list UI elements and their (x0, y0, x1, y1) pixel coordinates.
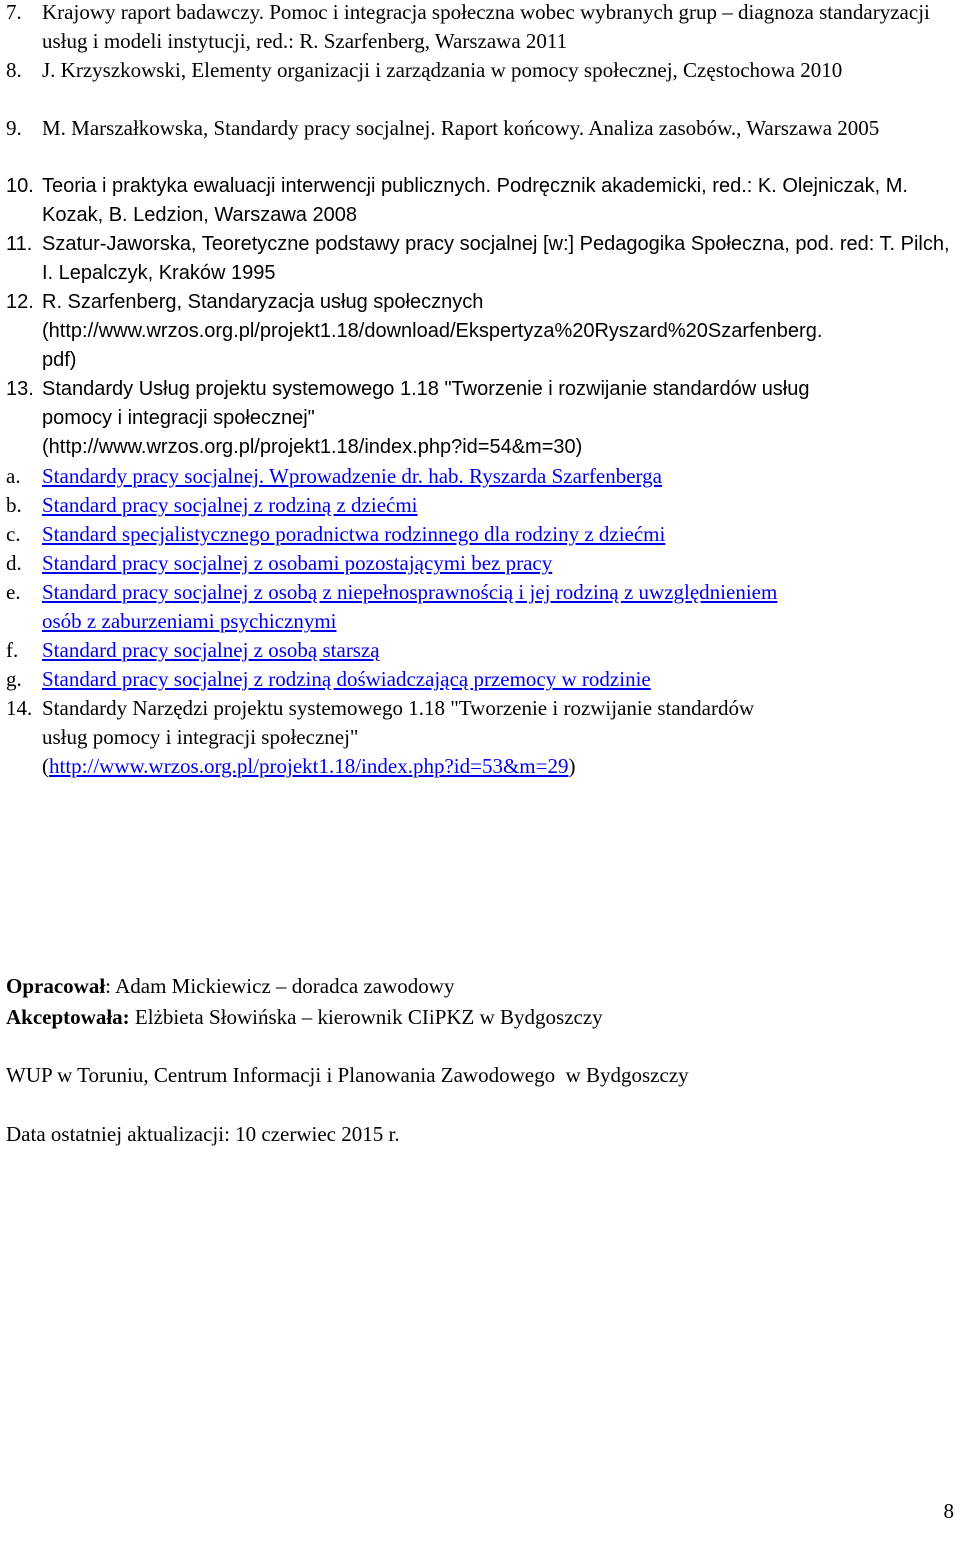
reference-number: 13. (6, 378, 34, 400)
accepted-by (6, 1003, 603, 1032)
standard-link[interactable]: Standard pracy socjalnej z osobami pozostającymi bez pracy (42, 551, 553, 575)
reference-text: R. Szarfenberg, Standaryzacja usług społecznych (42, 291, 484, 313)
reference-number: 10. (6, 175, 34, 197)
reference-8 (6, 56, 956, 85)
sub-item-g (6, 665, 956, 694)
reference-7 (6, 0, 956, 56)
reference-number: 14. (6, 696, 33, 720)
reference-12 (6, 288, 956, 375)
reference-url: (http://www.wrzos.org.pl/projekt1.18/index.php?id=54&m=30) (42, 436, 583, 458)
prepared-value: : Adam Mickiewicz – doradca zawodowy (105, 974, 455, 998)
sub-item-letter: f. (6, 638, 19, 662)
reference-14 (6, 694, 956, 781)
sub-item-c (6, 520, 956, 549)
last-updated: Data ostatniej aktualizacji: 10 czerwiec 2015 r. (6, 1122, 400, 1146)
sub-item-a (6, 462, 956, 491)
reference-text: Krajowy raport badawczy. Pomoc i integracja społeczna wobec wybranych grup – diagnoza standaryzacji usług i modeli instytucji, red.: R. Szarfenberg, Warszawa 2011 (42, 0, 930, 53)
sub-item-letter: b. (6, 493, 22, 517)
reference-text: Standardy Narzędzi projektu systemowego 1.18 "Tworzenie i rozwijanie standardów (42, 696, 755, 720)
reference-url-end: pdf) (42, 349, 77, 371)
reference-number: 7. (6, 0, 22, 24)
reference-number: 11. (6, 233, 33, 255)
reference-text: pomocy i integracji społecznej" (42, 407, 315, 429)
reference-number: 9. (6, 116, 22, 140)
standard-link[interactable]: Standard pracy socjalnej z rodziną z dziećmi (42, 493, 418, 517)
standard-link[interactable]: Standard specjalistycznego poradnictwa rodzinnego dla rodziny z dziećmi (42, 522, 666, 546)
standard-link[interactable]: Standardy pracy socjalnej. Wprowadzenie dr. hab. Ryszarda Szarfenberga (42, 464, 662, 488)
reference-text: J. Krzyszkowski, Elementy organizacji i zarządzania w pomocy społecznej, Częstochowa 2010 (42, 58, 843, 82)
sub-item-letter: d. (6, 551, 22, 575)
reference-text: Szatur-Jaworska, Teoretyczne podstawy pracy socjalnej [w:] Pedagogika Społeczna, pod. red: T. Pilch, I. Lepalczyk, Kraków 1995 (42, 233, 950, 284)
reference-text: M. Marszałkowska, Standardy pracy socjalnej. Raport końcowy. Analiza zasobów., Warszawa 2005 (42, 116, 880, 140)
standard-link[interactable]: Standard pracy socjalnej z osobą z niepełnosprawnością i jej rodziną z uwzględnieniem (42, 580, 778, 604)
reference-text: Standardy Usług projektu systemowego 1.18 "Tworzenie i rozwijanie standardów usług (42, 378, 810, 400)
reference-9 (6, 114, 956, 143)
sub-item-e (6, 578, 956, 636)
paren-close: ) (568, 754, 576, 778)
standard-link-continued[interactable]: osób z zaburzeniami psychicznymi (42, 609, 337, 633)
standard-link[interactable]: Standard pracy socjalnej z osobą starszą (42, 638, 380, 662)
reference-url: (http://www.wrzos.org.pl/projekt1.18/download/Ekspertyza%20Ryszard%20Szarfenberg. (42, 320, 823, 342)
reference-number: 8. (6, 58, 22, 82)
paren-open: ( (42, 754, 49, 778)
reference-number: 12. (6, 291, 34, 313)
sub-item-letter: a. (6, 464, 21, 488)
page-number: 8 (943, 1499, 954, 1523)
accepted-value: Elżbieta Słowińska – kierownik CIiPKZ w Bydgoszczy (129, 1005, 603, 1029)
reference-text: usług pomocy i integracji społecznej" (42, 725, 359, 749)
sub-item-b (6, 491, 956, 520)
prepared-by (6, 972, 454, 1001)
sub-item-d (6, 549, 956, 578)
sub-item-letter: e. (6, 580, 21, 604)
reference-10 (6, 172, 956, 230)
sub-item-f (6, 636, 956, 665)
reference-11 (6, 230, 956, 288)
accepted-label: Akceptowała: (6, 1005, 130, 1029)
reference-13 (6, 375, 956, 462)
standard-link[interactable]: Standard pracy socjalnej z rodziną doświadczającą przemocy w rodzinie (42, 667, 651, 691)
organization: WUP w Toruniu, Centrum Informacji i Planowania Zawodowego w Bydgoszczy (6, 1063, 689, 1087)
sub-item-letter: c. (6, 522, 21, 546)
sub-item-letter: g. (6, 667, 22, 691)
reference-text: Teoria i praktyka ewaluacji interwencji publicznych. Podręcznik akademicki, red.: K. Olejniczak, M. Kozak, B. Ledzion, Warszawa 2008 (42, 175, 908, 226)
tools-link[interactable]: http://www.wrzos.org.pl/projekt1.18/index.php?id=53&m=29 (49, 754, 569, 778)
prepared-label: Opracował (6, 974, 106, 998)
